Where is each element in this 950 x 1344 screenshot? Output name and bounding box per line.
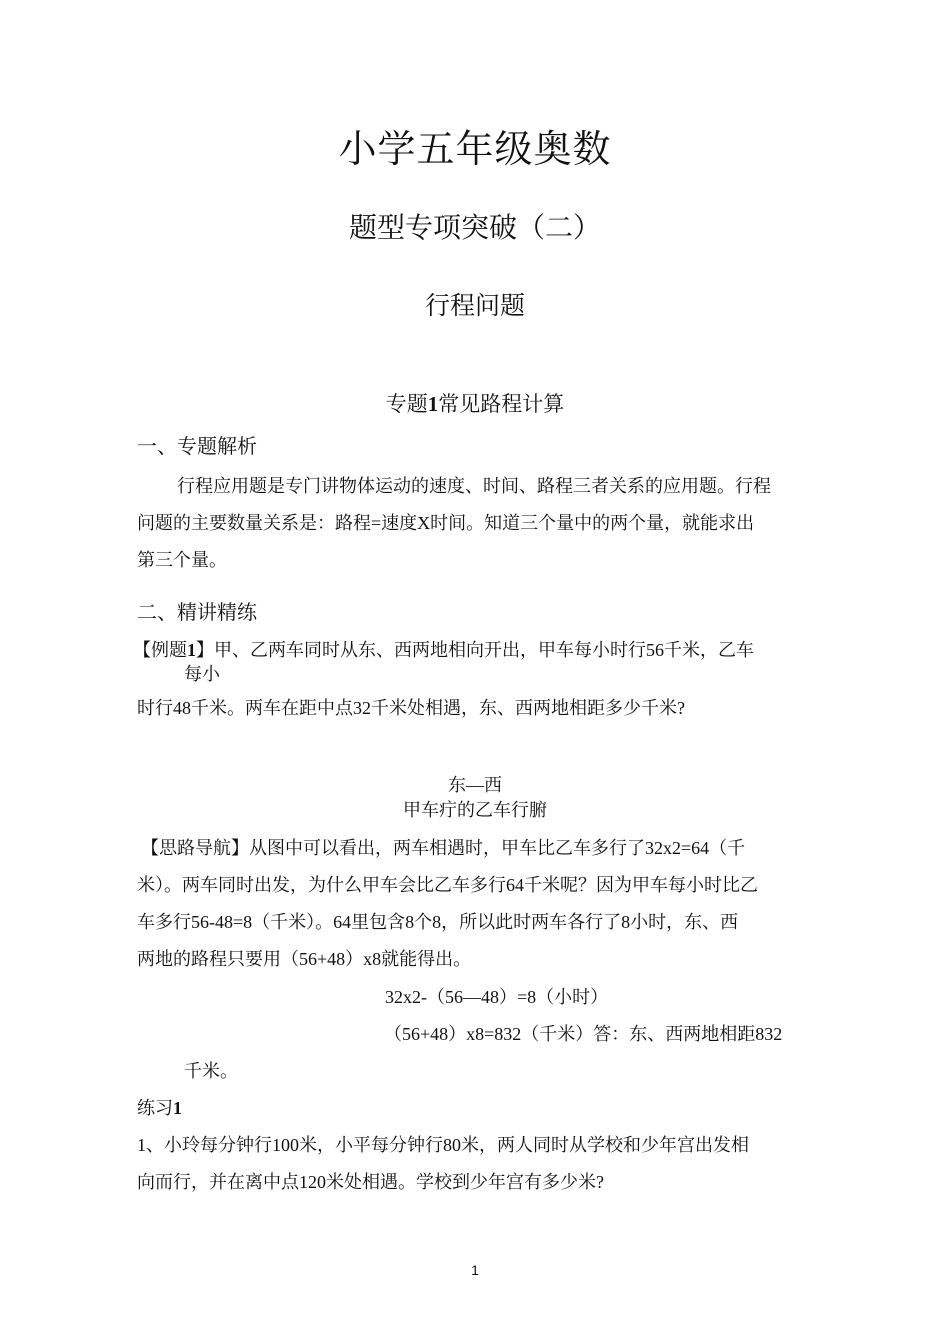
analysis-line-2: 问题的主要数量关系是：路程=速度X时间。知道三个量中的两个量，就能求出	[137, 513, 755, 533]
hint-line-1: 【思路导航】从图中可以看出，两车相遇时，甲车比乙车多行了32x2=64（千	[141, 838, 746, 858]
section-heading-analysis: 一、专题解析	[137, 436, 257, 458]
example-line-1	[133, 636, 754, 662]
calc-line-2: （56+48）x8=832（千米）答：东、西两地相距832	[384, 1024, 783, 1044]
analysis-line-3: 第三个量。	[137, 550, 227, 570]
example-line-1b: 每小	[184, 664, 220, 684]
hint-line-4: 两地的路程只要用（56+48）x8就能得出。	[137, 949, 472, 969]
topic-text: 常见路程计算	[438, 392, 565, 416]
exercise-heading-label: 练习	[137, 1098, 173, 1118]
chapter-title: 行程问题	[424, 293, 525, 320]
calc-line-1: 32x2-（56—48）=8（小时）	[385, 987, 609, 1007]
example-label-close: 】	[196, 640, 214, 660]
hint-line-2: 米）。两车同时出发，为什么甲车会比乙车多行64千米呢？因为甲车每小时比乙	[137, 875, 758, 895]
page-number: 1	[471, 1262, 479, 1278]
document-subtitle: 题型专项突破（二）	[348, 213, 601, 244]
example-line-2: 时行48千米。两车在距中点32千米处相遇，东、西两地相距多少千米?	[137, 698, 685, 718]
section-heading-practice: 二、精讲精练	[137, 602, 257, 624]
exercise-1-line-2: 向而行，并在离中点120米处相遇。学校到少年宫有多少米?	[137, 1172, 604, 1192]
topic-prefix: 专题	[385, 392, 428, 416]
exercise-1-line-1: 1、小玲每分钟行100米，小平每分钟行80米，两人同时从学校和少年宫出发相	[137, 1135, 749, 1155]
figure-label-east-west: 东—西	[448, 775, 502, 795]
document-title: 小学五年级奥数	[338, 129, 612, 171]
example-label-number: 1	[187, 640, 196, 660]
example-text-1: 甲、乙两车同时从东、西两地相向开出，甲车每小时行56千米，乙车	[214, 640, 754, 660]
example-label-open: 【例题	[133, 640, 187, 660]
exercise-heading	[137, 1094, 182, 1120]
topic-number: 1	[427, 392, 439, 416]
calc-line-3: 千米。	[184, 1061, 238, 1081]
topic-heading	[0, 388, 950, 418]
figure-label-cars: 甲车疔的乙车行腑	[403, 800, 547, 820]
hint-line-3: 车多行56-48=8（千米）。64里包含8个8，所以此时两车各行了8小时，东、西	[137, 912, 739, 932]
exercise-heading-number: 1	[173, 1098, 182, 1118]
analysis-line-1: 行程应用题是专门讲物体运动的速度、时间、路程三者关系的应用题。行程	[177, 476, 771, 496]
